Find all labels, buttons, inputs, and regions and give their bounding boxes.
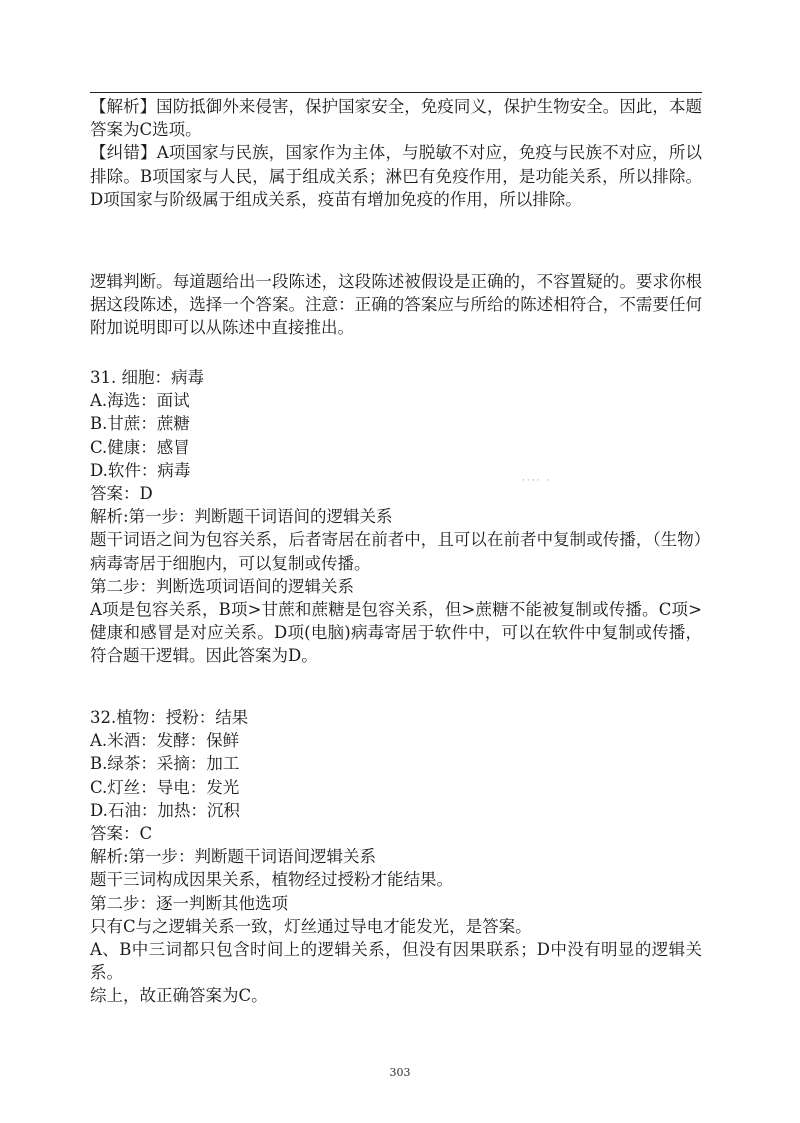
analysis-paragraph <box>90 95 702 141</box>
intro-section <box>90 270 702 340</box>
jiexi-label: 【解析】 <box>90 97 157 116</box>
q31-option-d: D.软件：病毒 <box>90 460 191 480</box>
q32-option-d: D.石油：加热：沉积 <box>90 800 240 820</box>
header-rule <box>90 92 702 93</box>
q31-stem: 31. 细胞：病毒 <box>90 368 204 387</box>
q31-step2-text: A项是包容关系，B项>甘蔗和蔗糖是包容关系，但>蔗糖不能被复制或传播。C项>健康和感冒是对应关系。D项(电脑)病毒寄居于软件中，可以在软件中复制或传播，符合题干逻辑。因此答案为D。 <box>90 600 702 666</box>
correction-paragraph <box>90 141 702 211</box>
q32-step3-text: A、B中三词都只包含时间上的逻辑关系，但没有因果联系；D中没有明显的逻辑关系。 <box>90 940 702 983</box>
q31-step1-text: 题干词语之间为包容关系，后者寄居在前者中，且可以在前者中复制或传播，（生物）病毒寄居于细胞内，可以复制或传播。 <box>90 530 702 573</box>
scan-dots: ···· · <box>522 476 552 486</box>
q32-answer: 答案：C <box>90 824 153 844</box>
q32-step1-text: 题干三词构成因果关系，植物经过授粉才能结果。 <box>90 870 453 890</box>
q31-option-b: B.甘蔗：蔗糖 <box>90 414 190 434</box>
q32-stem: 32.植物：授粉：结果 <box>90 708 249 727</box>
jiucuo-label: 【纠错】 <box>90 143 157 163</box>
page-number: 303 <box>389 1066 411 1079</box>
question-31 <box>90 366 702 668</box>
q32-option-a: A.米酒：发酵：保鲜 <box>90 731 240 751</box>
analysis-section <box>90 95 702 211</box>
q31-step2-title: 第二步：判断选项词语间的逻辑关系 <box>90 576 354 596</box>
q31-answer: 答案：D <box>90 484 153 504</box>
jiexi-text: 国防抵御外来侵害，保护国家安全，免疫同义，保护生物安全。因此，本题答案为C选项。 <box>90 97 703 140</box>
q32-step1-title: 解析:第一步：判断题干词语间逻辑关系 <box>90 847 377 867</box>
q32-option-c: C.灯丝：导电：发光 <box>90 777 240 797</box>
jiucuo-text: A项国家与民族，国家作为主体，与脱敏不对应，免疫与民族不对应，所以排除。B项国家与人民，属于组成关系；淋巴有免疫作用，是功能关系，所以排除。D项国家与阶级属于组成关系，疫苗有增加免疫的作用，所以排除。 <box>90 143 703 209</box>
intro-text: 逻辑判断。每道题给出一段陈述，这段陈述被假设是正确的，不容置疑的。要求你根据这段陈述，选择一个答案。注意：正确的答案应与所给的陈述相符合，不需要任何附加说明即可以从陈述中直接推出。 <box>90 272 702 338</box>
q32-step2-title: 第二步：逐一判断其他选项 <box>90 893 288 913</box>
question-32 <box>90 706 702 1008</box>
q32-step2-text: 只有C与之逻辑关系一致，灯丝通过导电才能发光，是答案。 <box>90 916 532 936</box>
q31-option-c: C.健康：感冒 <box>90 437 190 457</box>
q32-option-b: B.绿茶：采摘：加工 <box>90 754 240 774</box>
q31-option-a: A.海选：面试 <box>90 391 190 411</box>
q32-conclusion: 综上，故正确答案为C。 <box>90 986 268 1006</box>
q31-step1-title: 解析:第一步：判断题干词语间的逻辑关系 <box>90 507 393 527</box>
